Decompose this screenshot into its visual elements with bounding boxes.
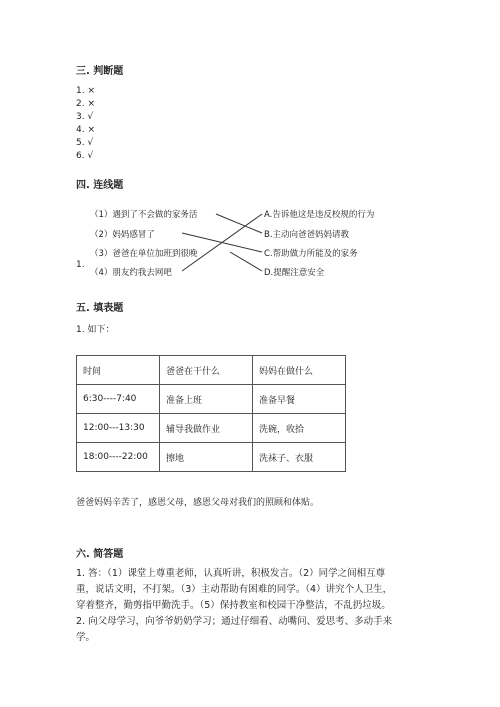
table-header-cell: 爸爸在干什么	[160, 356, 253, 385]
table-row	[77, 385, 346, 414]
table-cell: 12:00---13:30	[77, 414, 160, 443]
judge-answer: 5. √	[76, 138, 94, 148]
judge-answer: 4. ×	[76, 125, 95, 135]
match-line-3-d	[230, 252, 262, 271]
table-row	[77, 414, 346, 443]
table-header-cell: 时间	[77, 356, 160, 385]
table-cell: 擦地	[160, 443, 253, 472]
section-title-match: 四. 连线题	[76, 180, 124, 191]
table-cell: 准备早餐	[253, 385, 346, 414]
match-right-item: B.主动向爸爸妈妈请教	[264, 230, 350, 240]
table-cell: 准备上班	[160, 385, 253, 414]
match-right-item: A.告诉他这是违反校规的行为	[264, 210, 375, 220]
match-right-item: D.提醒注意安全	[264, 268, 325, 278]
judge-answer: 1. ×	[76, 86, 95, 96]
match-right-item: C.帮助做力所能及的家务	[264, 249, 358, 259]
table-row	[77, 443, 346, 472]
match-left-item: （1）遇到了不会做的家务活	[90, 210, 198, 220]
schedule-table	[76, 355, 346, 472]
table-cell: 洗袜子、衣服	[253, 443, 346, 472]
table-cell: 6:30----7:40	[77, 385, 160, 414]
section-title-table: 五. 填表题	[76, 303, 124, 314]
qa-answer-line: 1. 答：（1）课堂上尊重老师，认真听讲，积极发言。（2）同学之间相互尊	[76, 568, 386, 579]
judge-answer: 3. √	[76, 112, 94, 122]
qa-answer-line: 穿着整齐，勤剪指甲勤洗手。（5）保持教室和校园干净整洁，不乱扔垃圾。	[76, 600, 391, 611]
match-question-number: 1.	[76, 260, 85, 270]
qa-answer-line: 学。	[76, 632, 96, 643]
section-title-qa: 六. 简答题	[76, 549, 124, 560]
match-line-4-a	[182, 214, 262, 271]
qa-answer-line: 重，说话文明，不打架。（3）主动帮助有困难的同学。（4）讲究个人卫生，	[76, 584, 393, 595]
table-cell: 洗碗，收拾	[253, 414, 346, 443]
match-left-item: （2）妈妈感冒了	[90, 230, 155, 240]
table-header-row	[77, 356, 346, 385]
section-title-judge: 三. 判断题	[76, 66, 124, 77]
table-intro: 1. 如下：	[76, 325, 115, 335]
table-cell: 辅导我做作业	[160, 414, 253, 443]
table-header-cell: 妈妈在做什么	[253, 356, 346, 385]
table-conclusion: 爸爸妈妈辛苦了，感恩父母，感恩父母对我们的照顾和体贴。	[76, 498, 320, 508]
judge-answer: 2. ×	[76, 99, 95, 109]
match-left-item: （3）爸爸在单位加班到很晚	[90, 249, 198, 259]
qa-answer-line: 2. 向父母学习，向爷爷奶奶学习；通过仔细看、动嘴问、爱思考、多动手来	[76, 616, 393, 627]
judge-answer: 6. √	[76, 151, 94, 161]
match-left-item: （4）朋友约我去网吧	[90, 268, 172, 278]
table-cell: 18:00----22:00	[77, 443, 160, 472]
